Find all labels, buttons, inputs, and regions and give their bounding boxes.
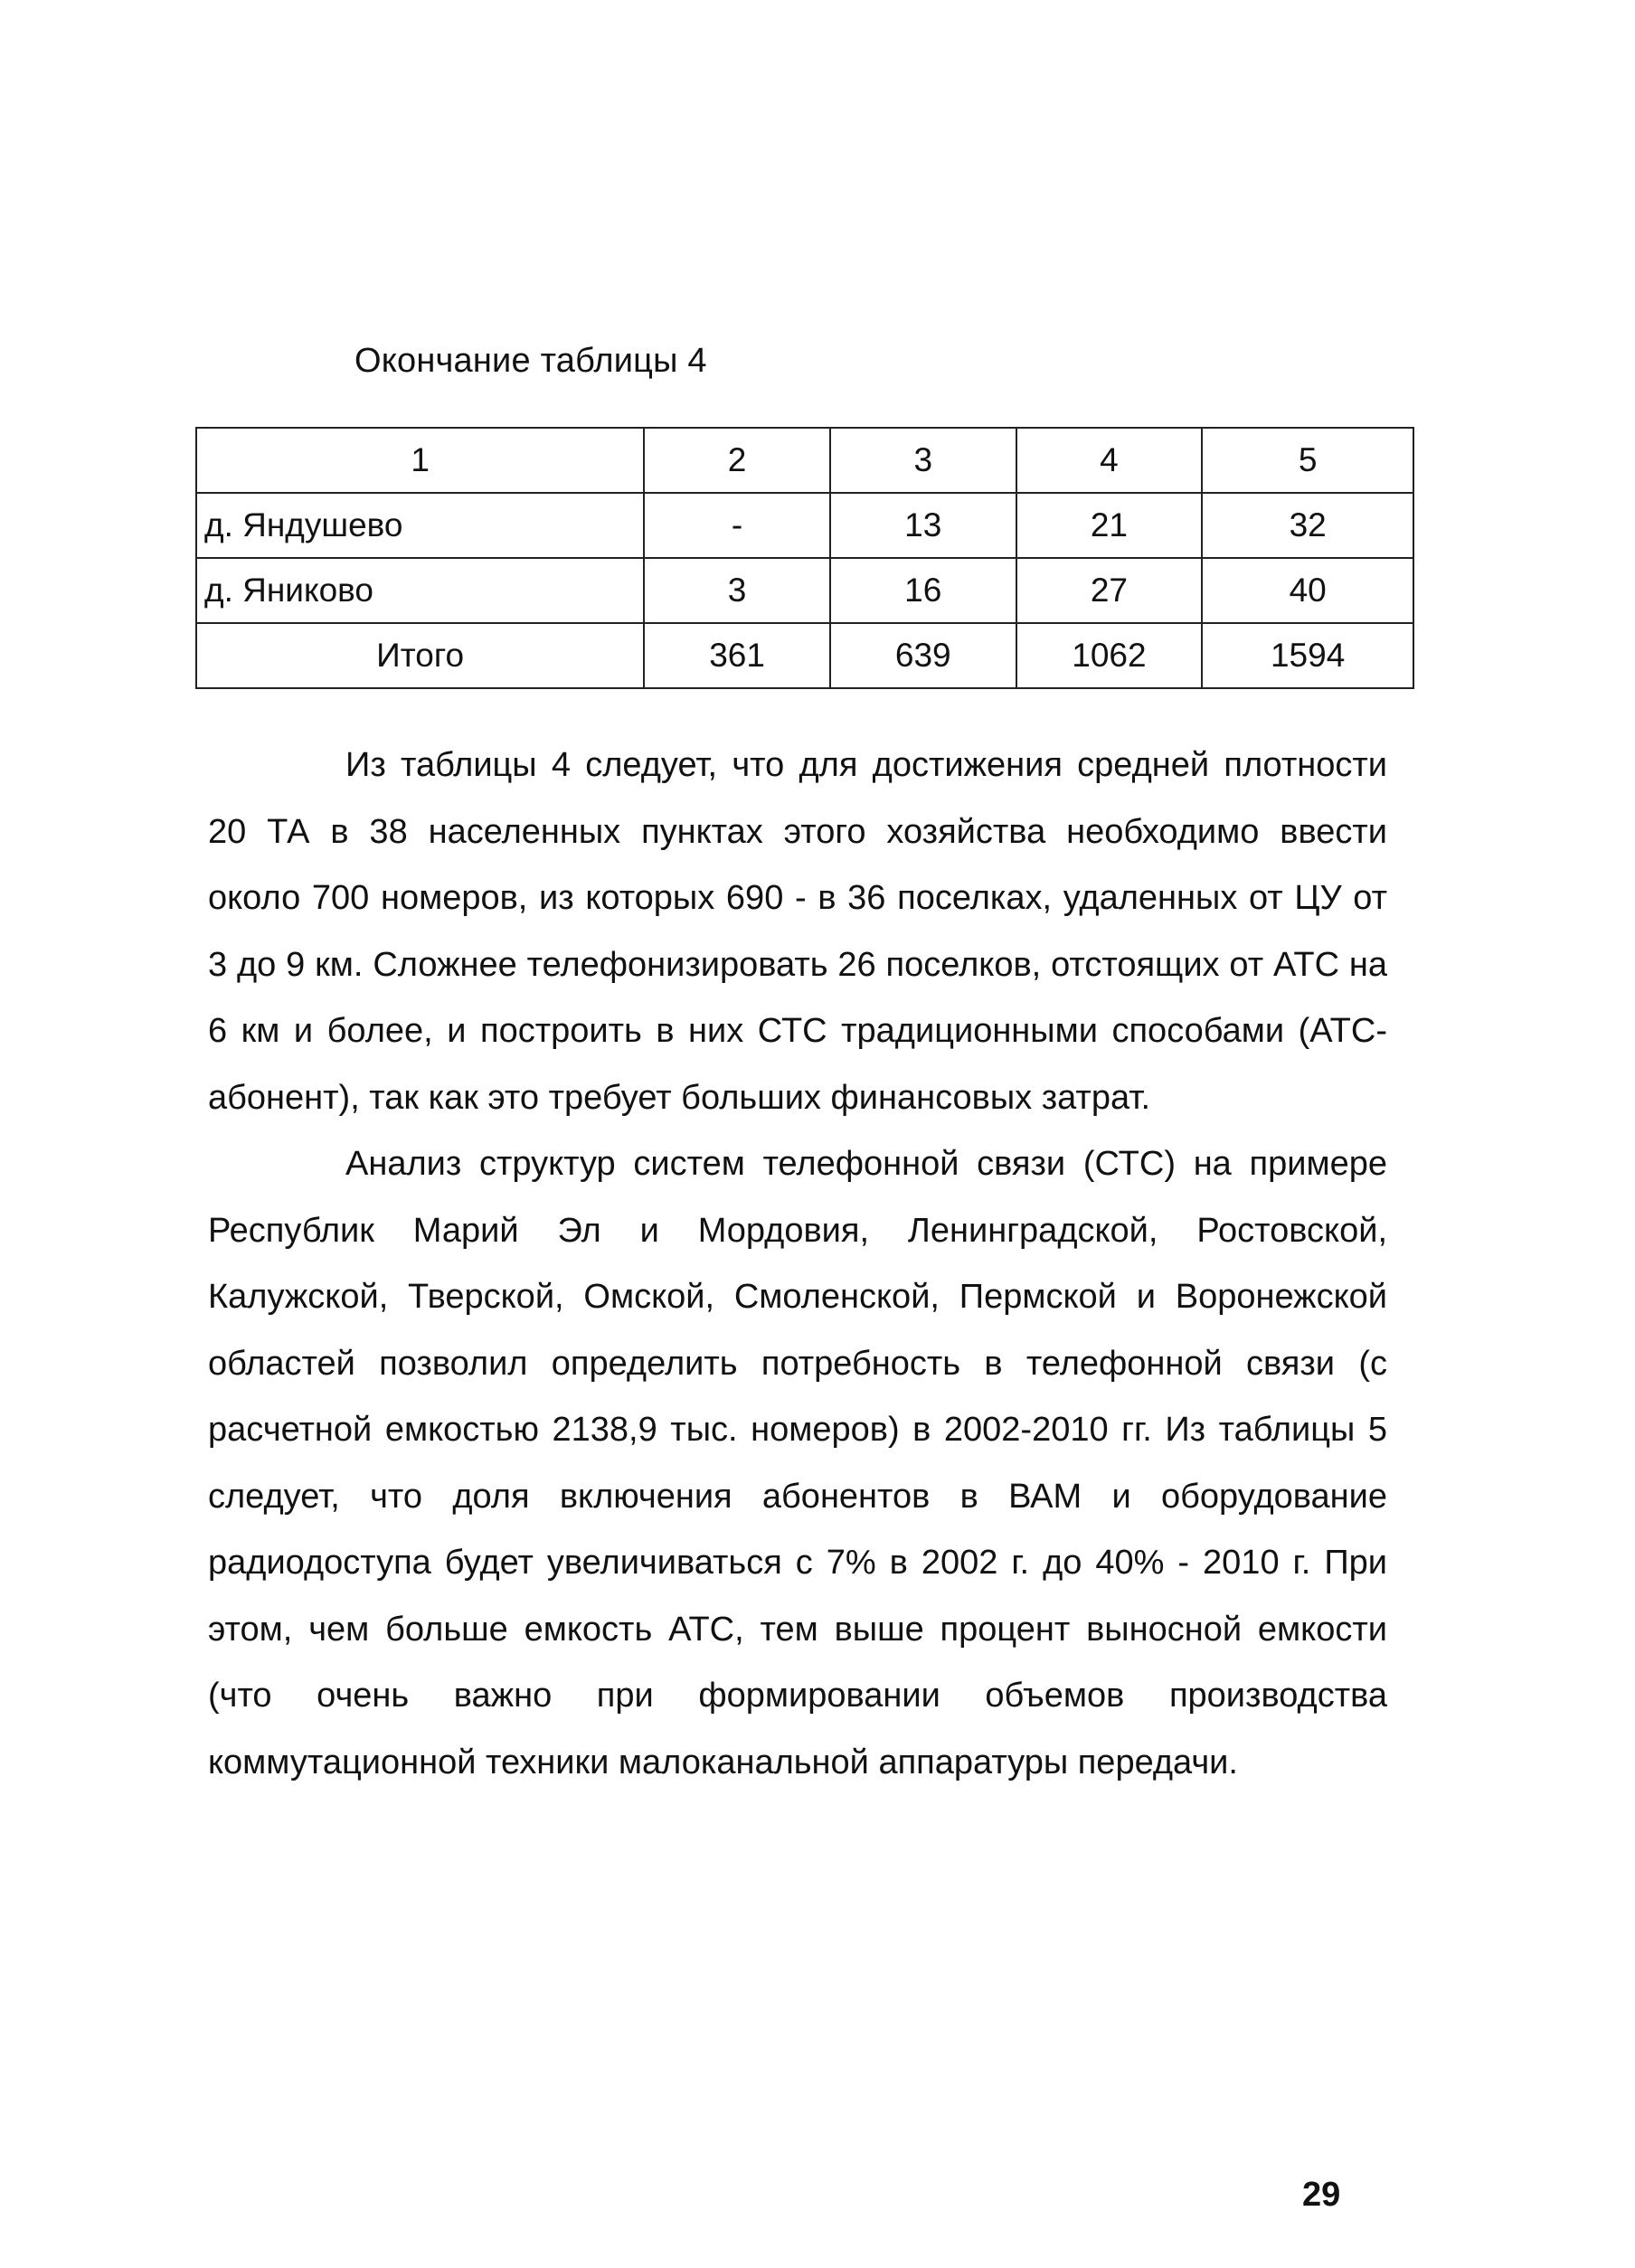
table-cell: 13	[830, 493, 1016, 558]
table-header-row	[196, 428, 1413, 493]
table-header-cell: 4	[1016, 428, 1203, 493]
table-header-cell: 5	[1202, 428, 1413, 493]
table-cell: 40	[1202, 558, 1413, 623]
table-header-cell: 1	[196, 428, 644, 493]
table-cell: 1062	[1016, 623, 1203, 688]
table-row	[196, 558, 1413, 623]
table-cell: 639	[830, 623, 1016, 688]
table-cell: 32	[1202, 493, 1413, 558]
data-table	[195, 427, 1414, 689]
table-row	[196, 493, 1413, 558]
table-header-cell: 3	[830, 428, 1016, 493]
table-cell: -	[644, 493, 830, 558]
table-row-label: д. Яниково	[196, 558, 644, 623]
table-cell: 27	[1016, 558, 1203, 623]
table-cell: 21	[1016, 493, 1203, 558]
table-row-label: д. Яндушево	[196, 493, 644, 558]
page-number: 29	[1302, 2176, 1341, 2214]
table-cell: 1594	[1202, 623, 1413, 688]
body-text	[208, 732, 1387, 1796]
table-cell: 3	[644, 558, 830, 623]
table-caption: Окончание таблицы 4	[354, 342, 707, 380]
table-cell: 16	[830, 558, 1016, 623]
table-total-label: Итого	[196, 623, 644, 688]
table-cell: 361	[644, 623, 830, 688]
table-header-cell: 2	[644, 428, 830, 493]
paragraph: Анализ структур систем телефонной связи (СТС) на примере Республик Марий Эл и Мордовия, Ленинградской, Ростовской, Калужской, Тверской, Омской, Смоленской, Пермской и Воронежской областей позволил определить потребность в телефонной связи (с расчетной емкостью 2138,9 тыс. номеров) в 2002-2010 гг. Из таблицы 5 следует, что доля включения абонентов в ВАМ и оборудование радиодоступа будет увеличиваться с 7% в 2002 г. до 40% - 2010 г. При этом, чем больше емкость АТС, тем выше процент выносной емкости (что очень важно при формировании объемов производства коммутационной техники малоканальной аппаратуры передачи.	[208, 1145, 1387, 1781]
table-total-row	[196, 623, 1413, 688]
paragraph: Из таблицы 4 следует, что для достижения средней плотности 20 ТА в 38 населенных пунктах этого хозяйства необходимо ввести около 700 номеров, из которых 690 - в 36 поселках, удаленных от ЦУ от 3 до 9 км. Сложнее телефонизировать 26 поселков, отстоящих от АТС на 6 км и более, и построить в них СТС традиционными способами (АТС-абонент), так как это требует больших финансовых затрат.	[208, 746, 1387, 1117]
